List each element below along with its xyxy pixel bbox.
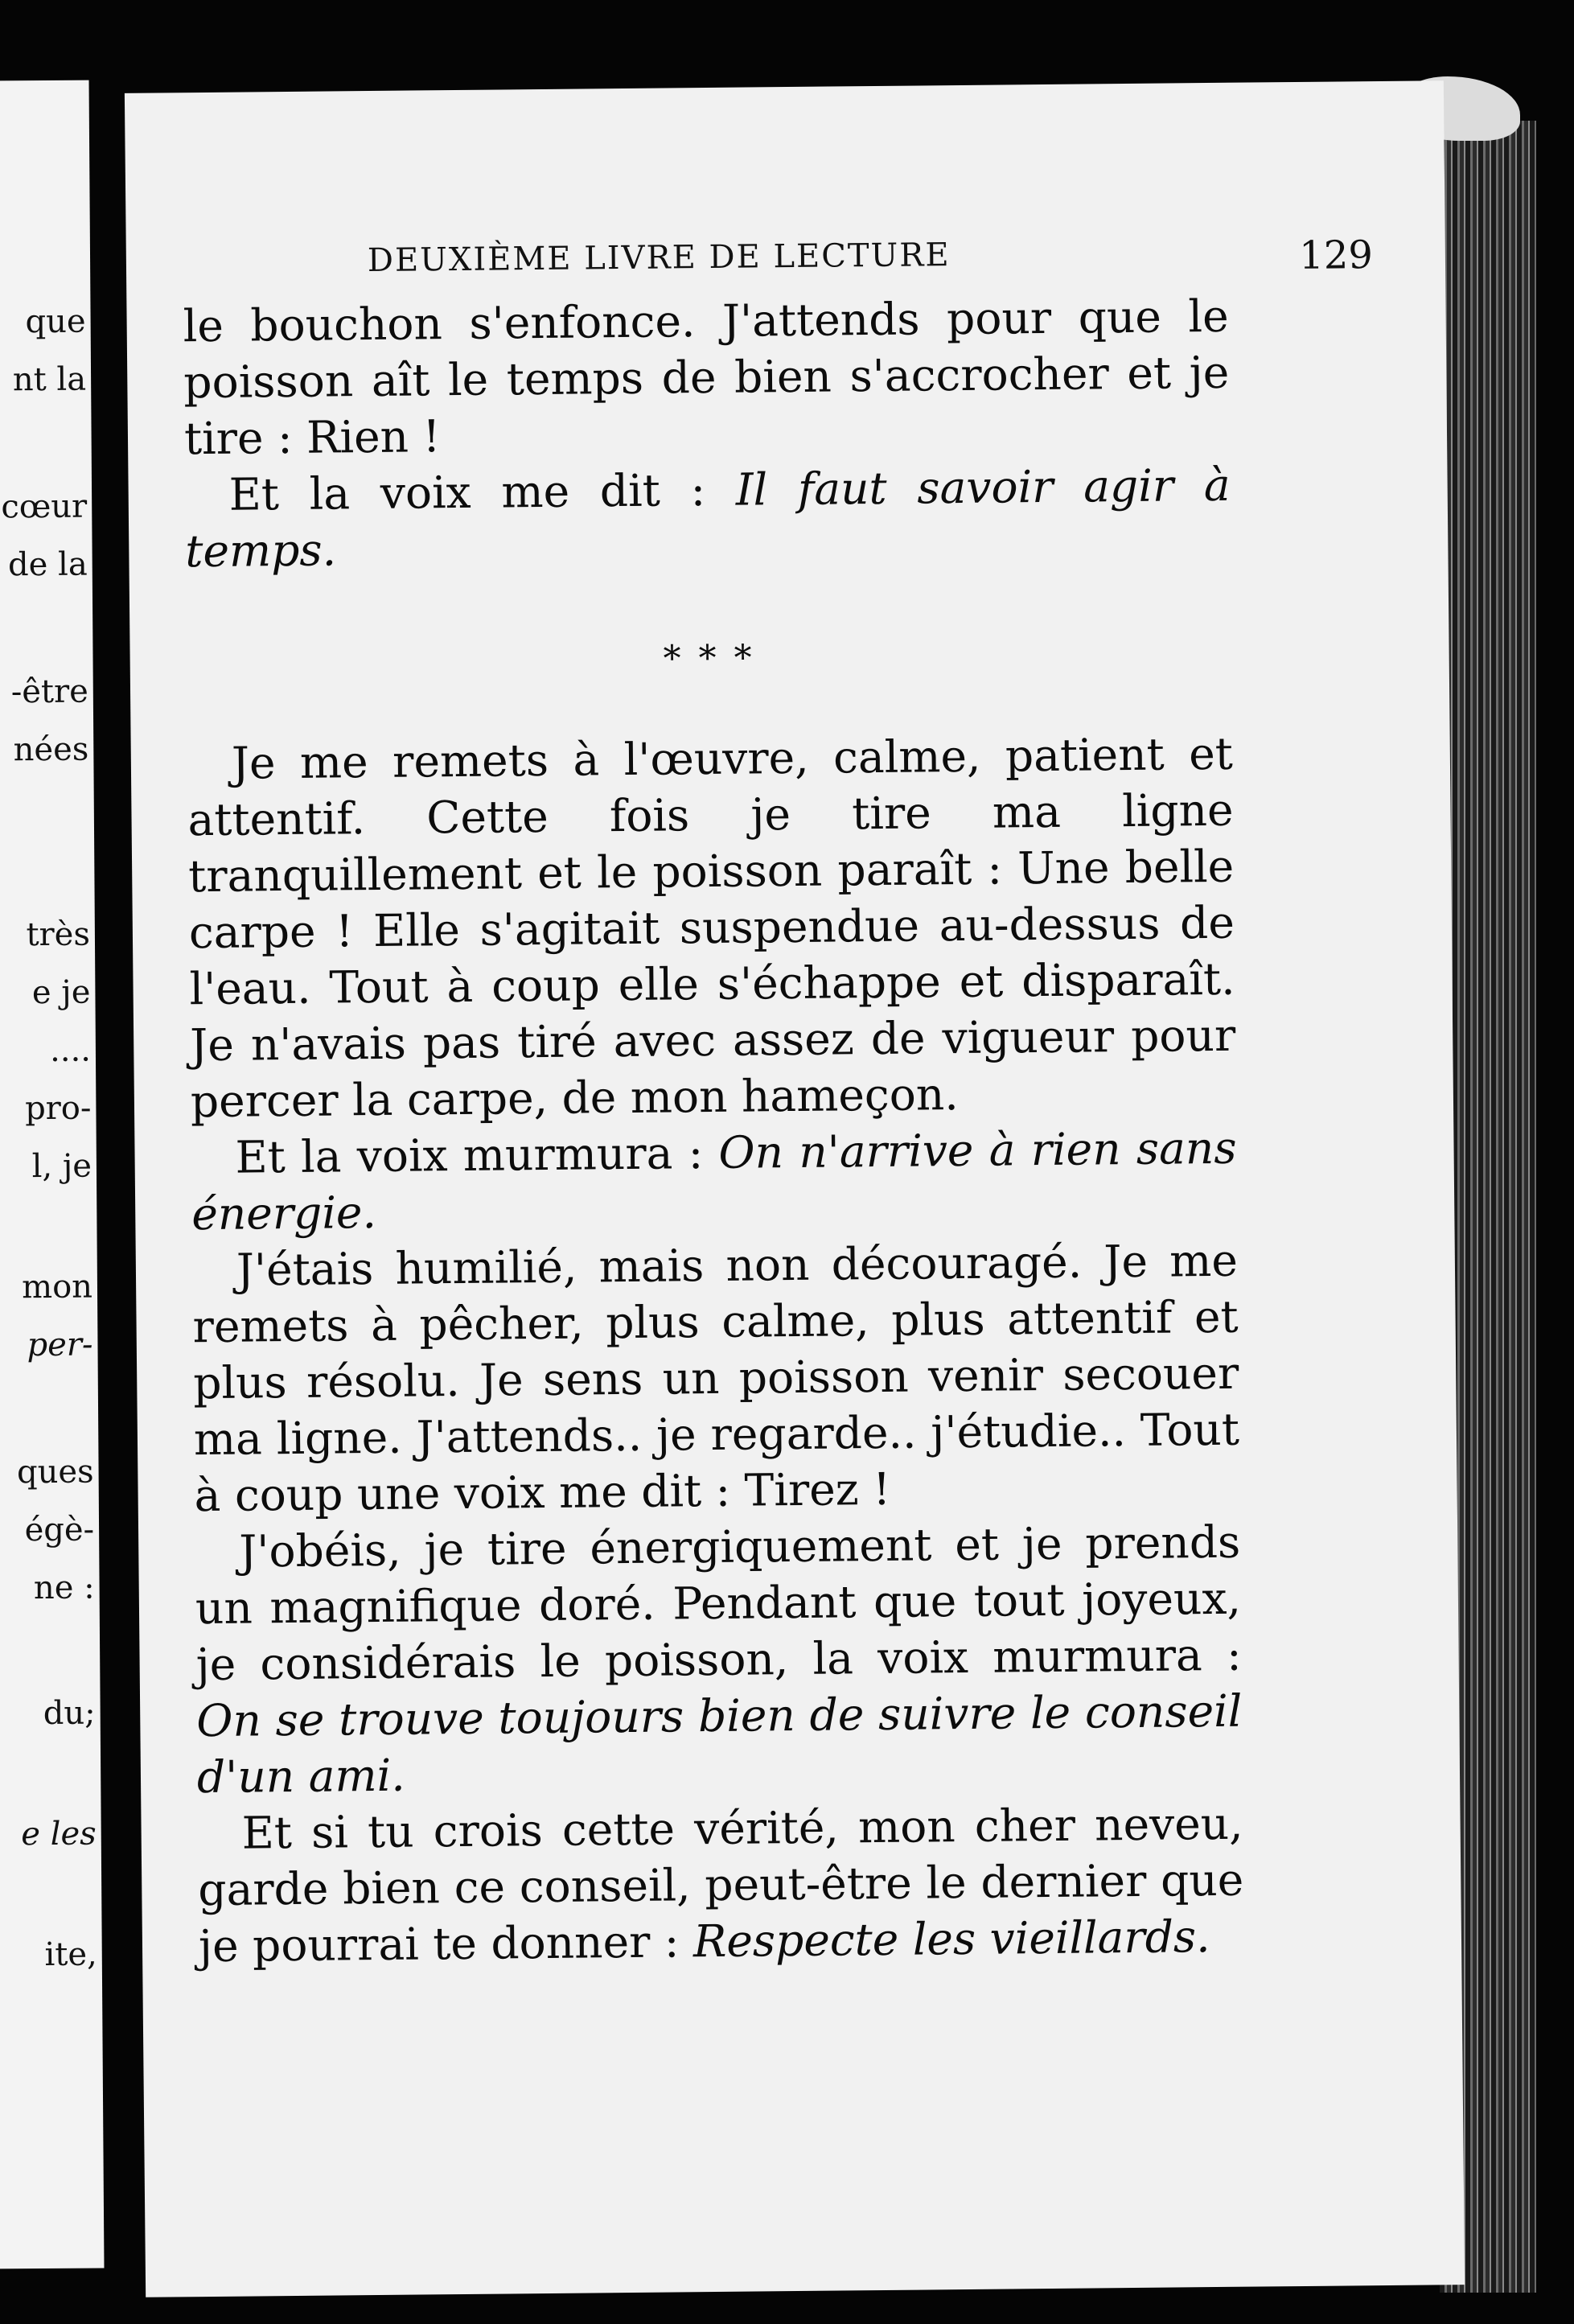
left-fragment: nées	[13, 730, 89, 769]
paragraph-text: Et la voix murmura :	[235, 1126, 719, 1183]
section-separator: * * *	[663, 637, 755, 680]
italic-quote: Respecte les vieillards.	[692, 1911, 1210, 1968]
left-fragment: mon	[22, 1268, 93, 1306]
left-fragment: ne :	[33, 1569, 95, 1607]
left-fragment: ....	[49, 1031, 92, 1069]
italic-quote: On n'arrive à rien sans énergie.	[191, 1121, 1237, 1240]
left-fragment: égè-	[24, 1511, 95, 1549]
running-head: DEUXIÈME LIVRE DE LECTURE	[367, 237, 951, 280]
left-fragment: ques	[16, 1453, 94, 1491]
left-fragment: l, je	[31, 1147, 92, 1186]
paragraph	[197, 1795, 1244, 1974]
left-fragment: cœur	[1, 487, 88, 526]
paragraph: le bouchon s'enfonce. J'attends pour que le poisson aît le temps de bien s'accrocher et je tire : Rien !	[183, 290, 1230, 465]
left-fragment: per-	[27, 1326, 93, 1364]
paragraph-text: Et la voix me dit :	[228, 463, 737, 520]
left-fragment: très	[26, 915, 91, 954]
left-fragment: ite,	[44, 1935, 97, 1974]
page-header	[368, 232, 1374, 290]
paragraph	[195, 1514, 1243, 1805]
italic-quote: On se trouve toujours bien de suivre le conseil d'un ami.	[196, 1684, 1243, 1804]
left-fragment: -être	[10, 673, 88, 711]
left-fragment: de la	[7, 545, 88, 584]
book-page	[125, 80, 1465, 2297]
paragraph-text: Et si tu crois cette vérité, mon cher neveu, garde bien ce conseil, peut-être le dernier que je pourrai te donner :	[198, 1797, 1244, 1972]
left-fragment: nt la	[12, 360, 87, 399]
left-fragment: pro-	[24, 1089, 92, 1128]
paragraph	[191, 1120, 1237, 1242]
paragraph: Je me remets à l'œuvre, calme, patient et attentif. Cette fois je tire ma ligne tranquillement et le poisson paraît : Une belle carpe ! Elle s'agitait suspendue au-dessus de l'eau. Tout à coup elle s'échappe et disparaît. Je n'avais pas tiré avec assez de vigueur pour percer la carpe, de mon hameçon.	[187, 727, 1236, 1128]
paragraph: J'étais humilié, mais non découragé. Je me remets à pêcher, plus calme, plus attentif et plus résolu. Je sens un poisson venir secouer ma ligne. J'attends.. je regarde.. j'étudie.. Tout à coup une voix me dit : Tirez !	[192, 1234, 1240, 1522]
italic-quote: Il faut savoir agir à temps.	[185, 459, 1231, 578]
left-fragment: e je	[31, 973, 91, 1012]
left-fragment: e les	[21, 1815, 97, 1853]
paragraph-text: J'obéis, je tire énergiquement et je prends un magnifique doré. Pendant que tout joyeux, je considérais le poisson, la voix murmura :	[195, 1516, 1242, 1691]
body-text	[183, 288, 1244, 1974]
page-number: 129	[1298, 232, 1374, 278]
left-fragment: que	[25, 302, 86, 341]
left-fragment: du;	[43, 1694, 96, 1733]
paragraph	[184, 457, 1231, 579]
left-facing-page	[0, 80, 104, 2269]
